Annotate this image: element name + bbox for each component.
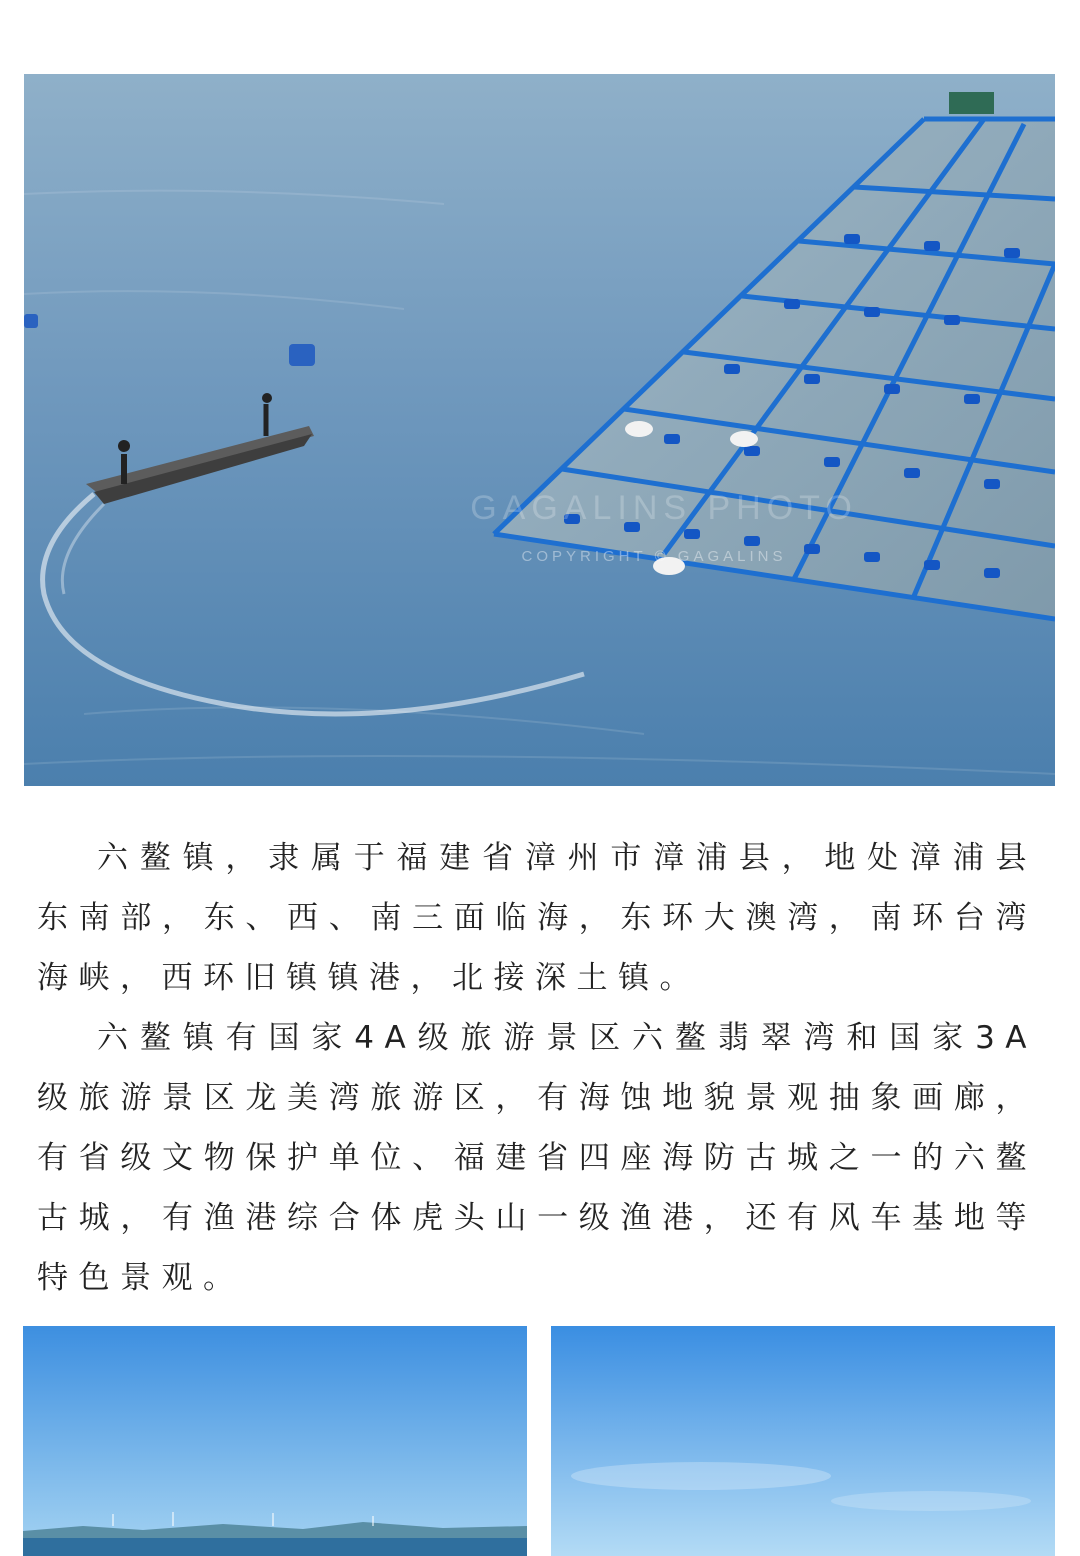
blue-sky-photo-icon [551, 1326, 1055, 1556]
article-paragraph-1: 六鳌镇，隶属于福建省漳州市漳浦县，地处漳浦县东南部，东、西、南三面临海，东环大澳湾，南环台湾海峡，西环旧镇镇港，北接深土镇。 [37, 840, 1037, 996]
watermark-main: GAGALINS PHOTO [470, 489, 858, 527]
watermark-sub: COPYRIGHT © GAGALINS [521, 548, 787, 565]
sky-photo [551, 1326, 1055, 1556]
coastline-sky-photo-icon [23, 1326, 527, 1556]
article-paragraph-2: 六鳌镇有国家4A级旅游景区六鳌翡翠湾和国家3A级旅游景区龙美湾旅游区，有海蚀地貌景观抽象画廊，有省级文物保护单位、福建省四座海防古城之一的六鳌古城，有渔港综合体虎头山一级渔港，还有风车基地等特色景观。 [37, 1020, 1037, 1296]
coastline-photo [23, 1326, 527, 1556]
article-body [37, 828, 1037, 1308]
hero-photo [24, 74, 1055, 786]
aquaculture-cage-photo-icon [24, 74, 1055, 786]
